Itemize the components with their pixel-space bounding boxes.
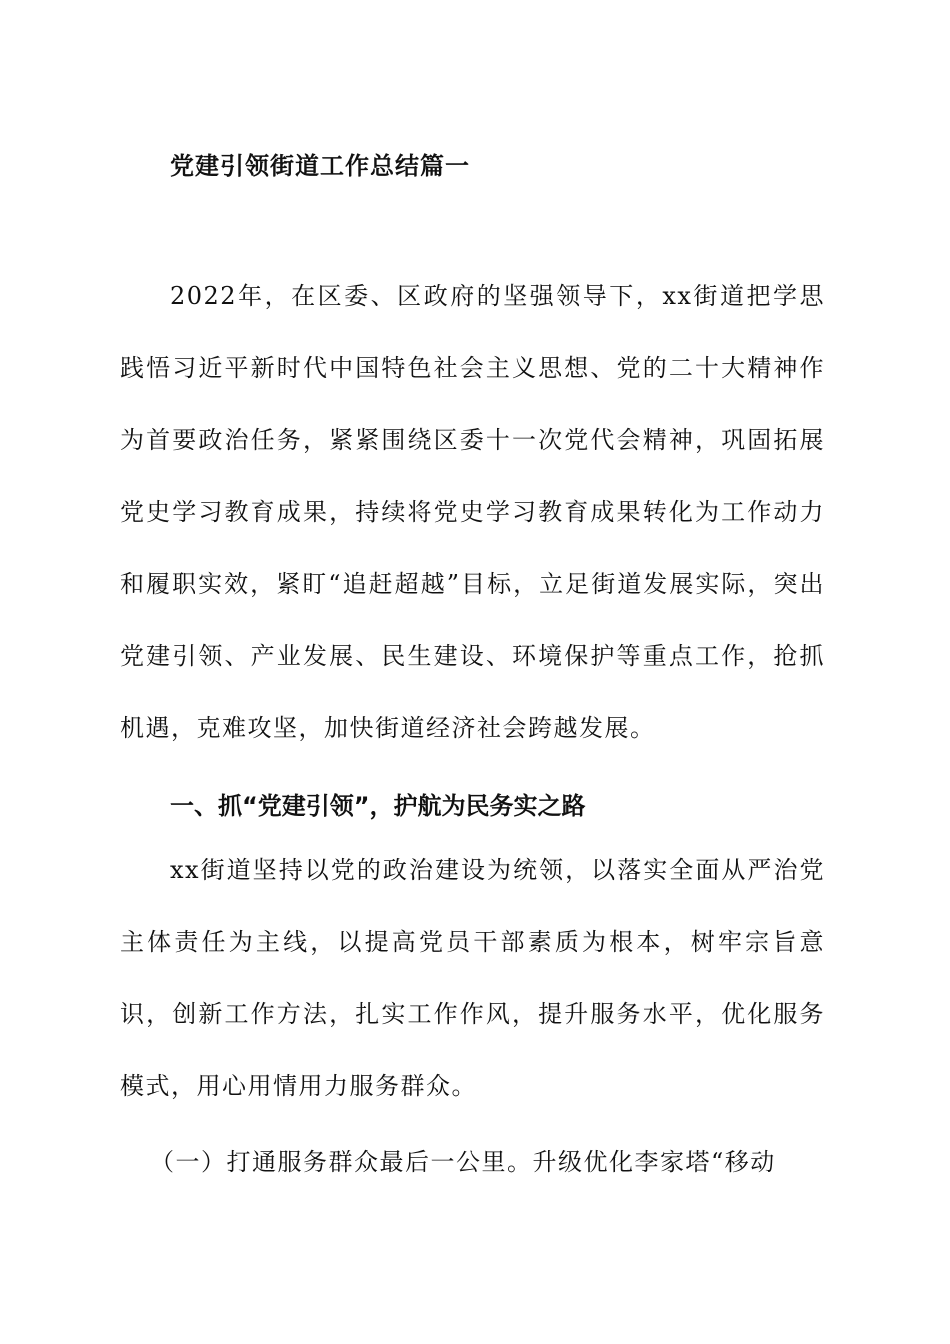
document-title: 党建引领街道工作总结篇一	[170, 152, 470, 180]
section-paragraph: xx街道坚持以党的政治建设为统领，以落实全面从严治党主体责任为主线，以提高党员干部素质为根本，树牢宗旨意识，创新工作方法，扎实工作作风，提升服务水平，优化服务模式，用心用情用力服务群众。	[120, 856, 825, 1100]
subsection-paragraph: （一）打通服务群众最后一公里。升级优化李家塔“移动	[150, 1148, 776, 1176]
section-heading: 一、抓“党建引领”，护航为民务实之路	[170, 792, 586, 820]
intro-paragraph: 2022年，在区委、区政府的坚强领导下，xx街道把学思践悟习近平新时代中国特色社会主义思想、党的二十大精神作为首要政治任务，紧紧围绕区委十一次党代会精神，巩固拓展党史学习教育成果，持续将党史学习教育成果转化为工作动力和履职实效，紧盯“追赶超越”目标，立足街道发展实际，突出党建引领、产业发展、民生建设、环境保护等重点工作，抢抓机遇，克难攻坚，加快街道经济社会跨越发展。	[120, 282, 825, 742]
